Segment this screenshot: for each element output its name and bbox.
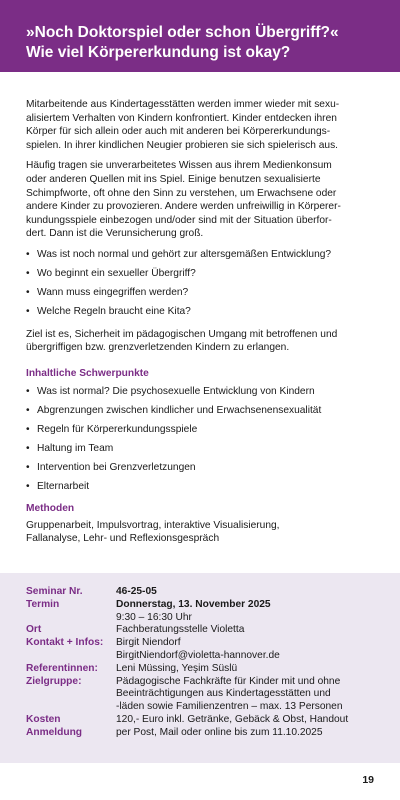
list-item: • Elternarbeit <box>26 480 90 492</box>
text-line: Körper für sich allein oder auch mit anderen bei Körpererkundungs- <box>26 126 331 138</box>
methoden-text <box>26 519 376 546</box>
list-item: • Was ist normal? Die psychosexuelle Entwicklung von Kindern <box>26 385 315 397</box>
text-line: Fallanalyse, Lehr- und Reflexionsgespräch <box>26 533 220 545</box>
bullet-icon: • <box>26 442 30 454</box>
referentinnen-value: Leni Müssing, Yeşim Süslü <box>116 662 238 674</box>
zielgruppe-line: Pädagogische Fachkräfte für Kinder mit und ohne <box>116 675 341 687</box>
zielgruppe-line: Beeinträchtigungen aus Kindertagesstätten und <box>116 688 331 700</box>
kontakt-email[interactable]: BirgitNiendorf@violetta-hannover.de <box>116 649 280 661</box>
schwerpunkte-list <box>26 385 376 494</box>
list-item: • Regeln für Körpererkundungsspiele <box>26 423 198 435</box>
list-item: • Welche Regeln braucht eine Kita? <box>26 306 191 318</box>
intro-paragraph-2 <box>26 159 376 241</box>
text-line: oder anderen Quellen mit ins Spiel. Einige benutzen sexualisierte <box>26 173 321 185</box>
kosten-value: 120,- Euro inkl. Getränke, Gebäck & Obst, Handout <box>116 713 349 725</box>
termin-row <box>26 599 374 625</box>
seminar-number-row <box>26 586 374 599</box>
intro-paragraph-3 <box>26 328 376 355</box>
bullet-icon: • <box>26 385 30 397</box>
list-item: • Intervention bei Grenzverletzungen <box>26 461 196 473</box>
ort-label: Ort <box>26 624 42 636</box>
kontakt-row <box>26 637 374 663</box>
list-item: • Was ist noch normal und gehört zur altersgemäßen Entwicklung? <box>26 248 332 260</box>
list-item: • Haltung im Team <box>26 442 114 454</box>
page-header <box>0 0 400 72</box>
text-line: andere Kinder zu provozieren. Andere werden unfreiwillig in Körperer- <box>26 201 341 213</box>
bullet-icon: • <box>26 306 30 318</box>
bullet-icon: • <box>26 423 30 435</box>
kontakt-name: Birgit Niendorf <box>116 637 181 649</box>
text-line: kundungsspiele einbezogen und/oder sind mit der Situation überfor- <box>26 214 332 226</box>
ort-row <box>26 624 374 637</box>
text-line: Mitarbeitende aus Kindertagesstätten werden immer wieder mit sexu- <box>26 99 340 110</box>
title-line-1: »Noch Doktorspiel oder schon Übergriff?« <box>26 24 339 41</box>
intro-paragraph-1 <box>26 98 376 152</box>
question-list <box>26 248 376 319</box>
schwerpunkte-heading: Inhaltliche Schwerpunkte <box>26 368 149 379</box>
referentinnen-row <box>26 663 374 676</box>
seminar-label: Seminar Nr. <box>26 586 83 597</box>
text-line: Gruppenarbeit, Impulsvortrag, interaktive Visualisierung, <box>26 519 280 531</box>
title-line-2: Wie viel Körpererkundung ist okay? <box>26 44 291 61</box>
seminar-value: 46-25-05 <box>116 586 157 597</box>
page-number: 19 <box>362 774 374 786</box>
kosten-row <box>26 714 374 727</box>
referentinnen-label: Referentinnen: <box>26 662 98 674</box>
list-item: • Wann muss eingegriffen werden? <box>26 287 189 299</box>
text-line: Schimpfworte, oft ohne den Sinn zu verstehen, um Erwachsene oder <box>26 187 337 199</box>
termin-date: Donnerstag, 13. November 2025 <box>116 598 271 610</box>
methoden-heading: Methoden <box>26 503 75 515</box>
text-line: Häufig tragen sie unverarbeitetes Wissen aus ihrem Medienkonsum <box>26 160 332 172</box>
bullet-icon: • <box>26 461 30 473</box>
seminar-info-box <box>0 573 400 763</box>
bullet-icon: • <box>26 404 30 416</box>
list-item: • Wo beginnt ein sexueller Übergriff? <box>26 268 196 280</box>
bullet-icon: • <box>26 480 30 492</box>
bullet-icon: • <box>26 287 30 299</box>
termin-time: 9:30 – 16:30 Uhr <box>116 611 192 623</box>
main-content <box>26 98 376 553</box>
text-line: Ziel ist es, Sicherheit im pädagogischen Umgang mit betroffenen und <box>26 328 338 340</box>
text-line: übergriffigen bzw. grenzverletzenden Kindern zu erlangen. <box>26 342 290 354</box>
kontakt-label: Kontakt + Infos: <box>26 637 104 649</box>
text-line: dert. Dann ist die Verunsicherung groß. <box>26 228 204 240</box>
text-line: alisiertem Verhalten von Kindern konfrontiert. Kinder entdecken ihren <box>26 112 337 124</box>
anmeldung-label: Anmeldung <box>26 726 83 738</box>
zielgruppe-row <box>26 676 374 714</box>
kosten-label: Kosten <box>26 713 61 725</box>
anmeldung-row <box>26 727 374 740</box>
termin-label: Termin <box>26 598 60 610</box>
list-item: • Abgrenzungen zwischen kindlicher und Erwachsenensexualität <box>26 404 322 416</box>
anmeldung-value: per Post, Mail oder online bis zum 11.10.2025 <box>116 726 323 738</box>
ort-value: Fachberatungsstelle Violetta <box>116 624 245 636</box>
bullet-icon: • <box>26 248 30 260</box>
zielgruppe-label: Zielgruppe: <box>26 675 82 687</box>
bullet-icon: • <box>26 268 30 280</box>
text-line: spielen. In ihrer kindlichen Neugier probieren sie sich spielerisch aus. <box>26 139 339 151</box>
zielgruppe-line: -läden sowie Familienzentren – max. 13 Personen <box>116 701 343 713</box>
